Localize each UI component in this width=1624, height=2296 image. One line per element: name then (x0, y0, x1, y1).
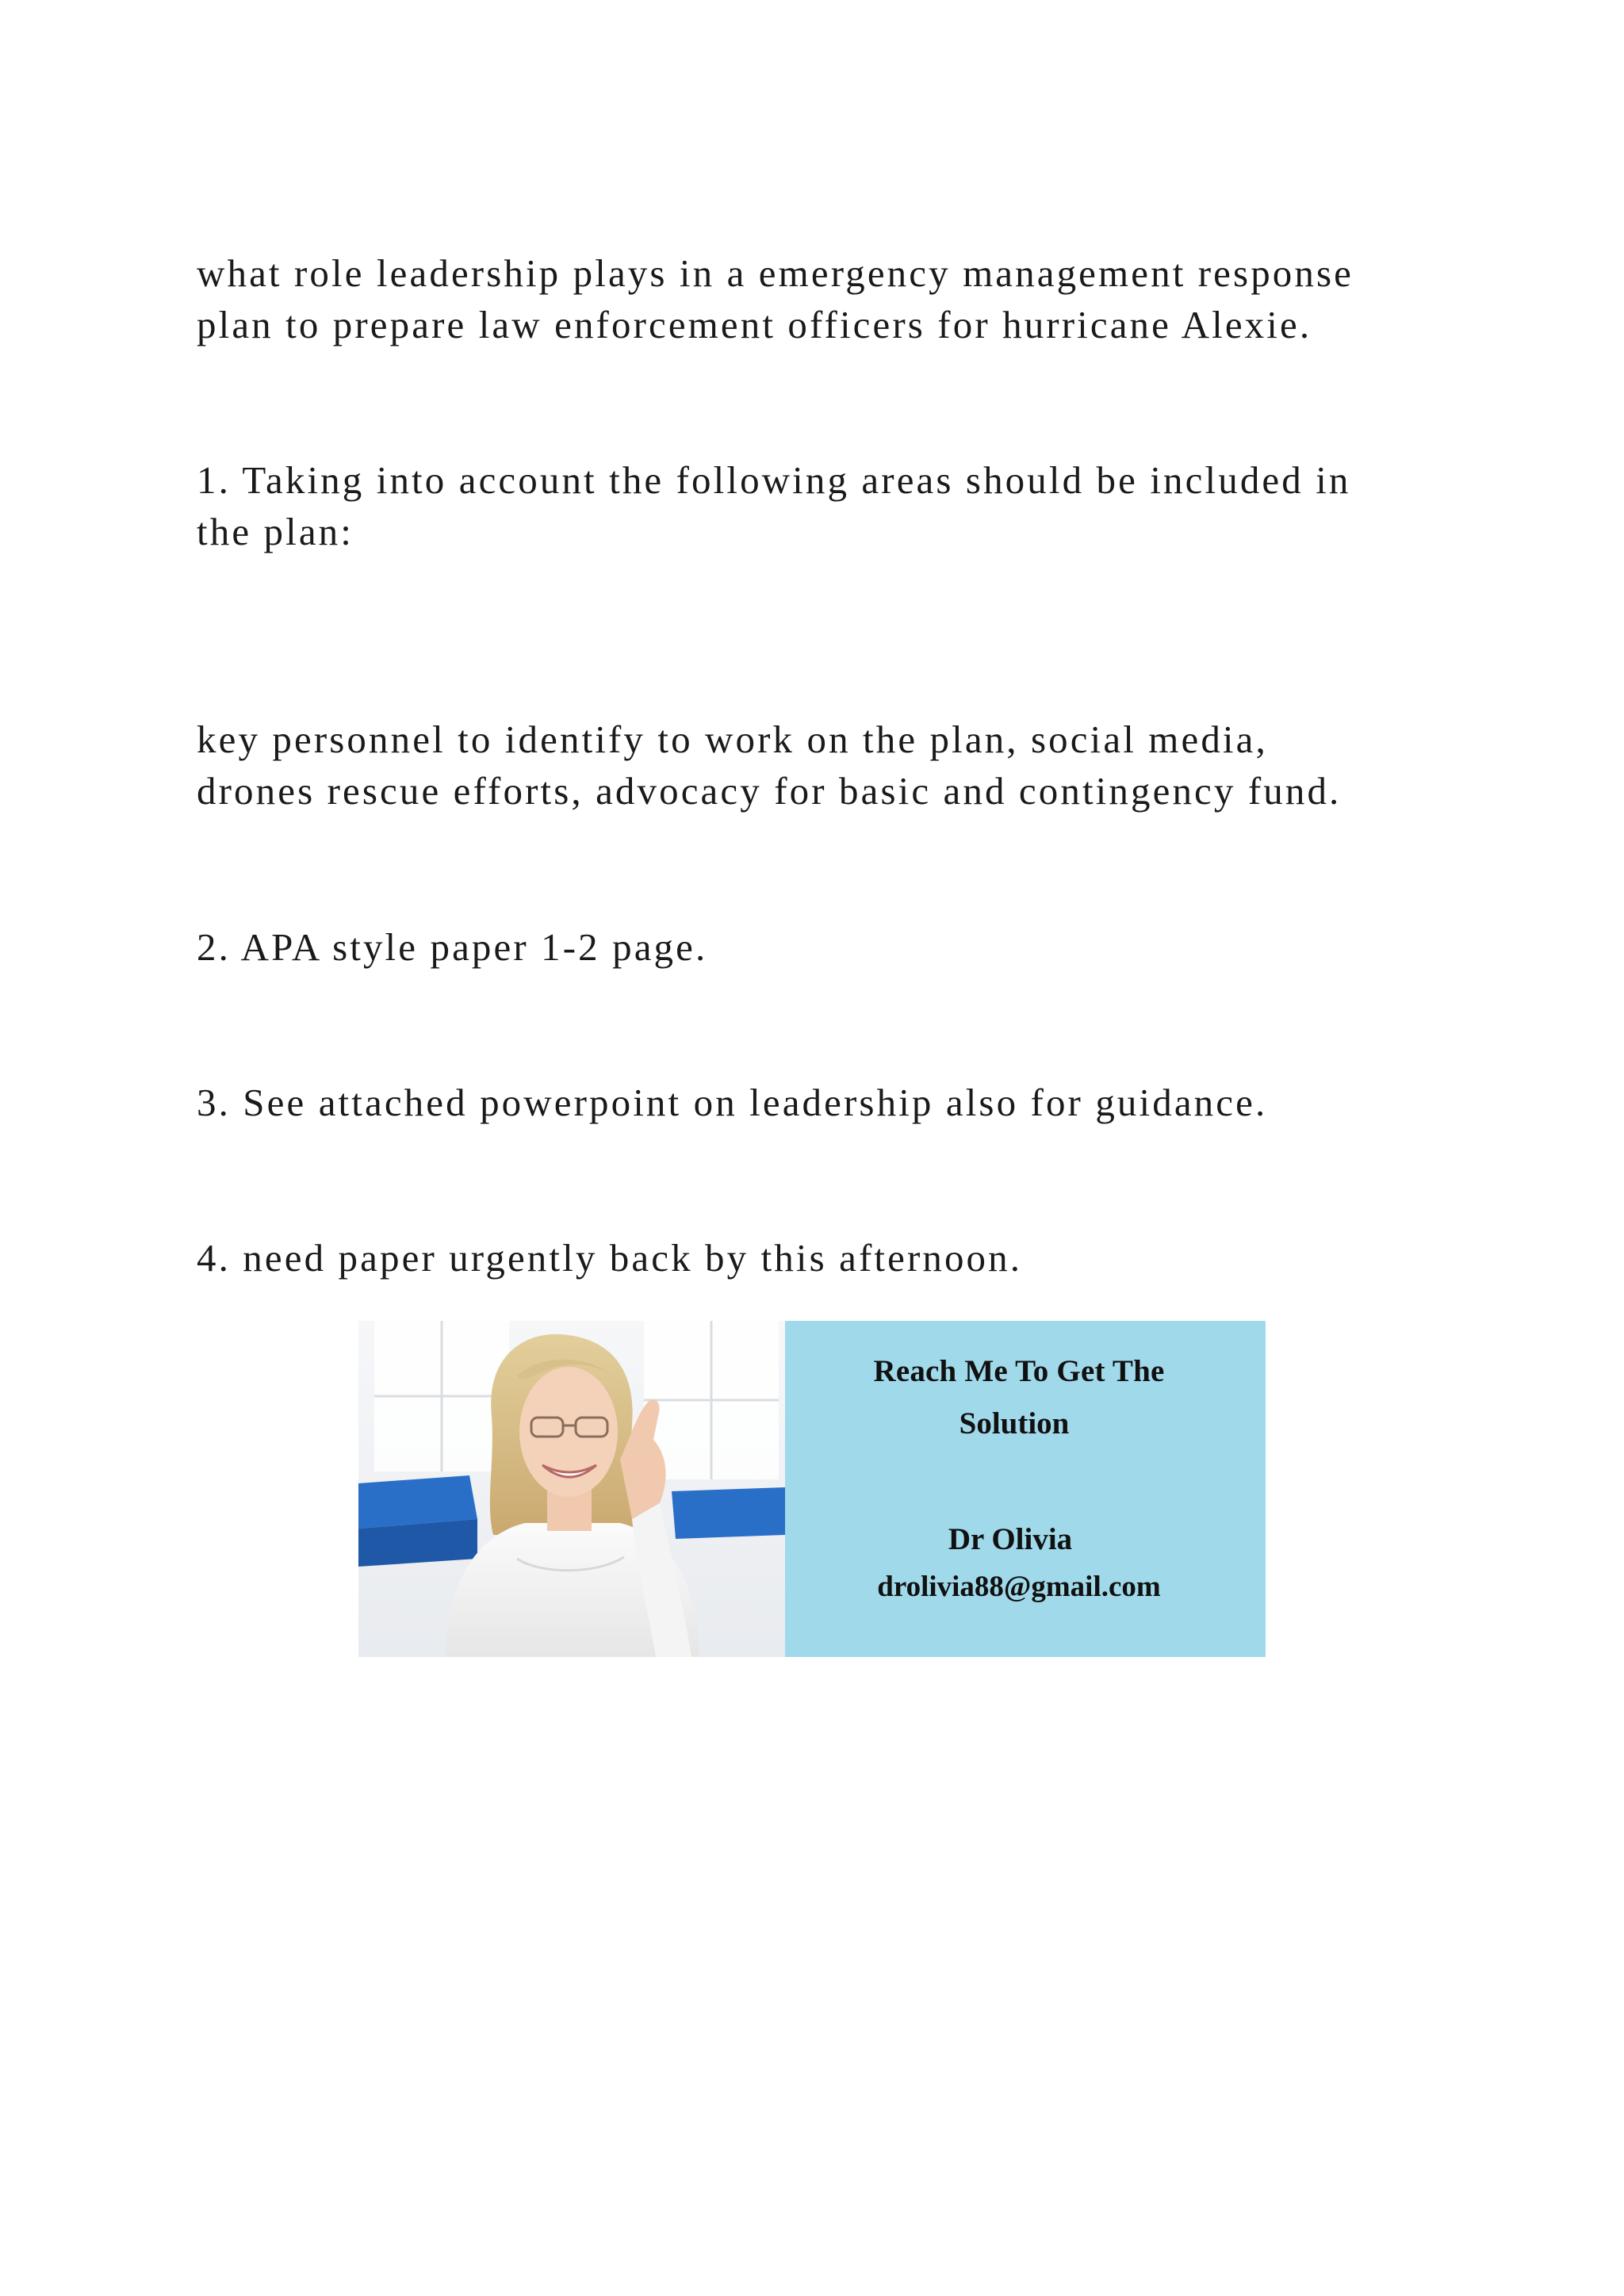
text-line: drones rescue efforts, advocacy for basic and contingency fund. (197, 769, 1342, 813)
banner-heading-line-2: Solution (959, 1406, 1070, 1441)
contact-banner-image (358, 1321, 1266, 1657)
contact-email: drolivia88@gmail.com (877, 1571, 1161, 1603)
text-line: 2. APA style paper 1-2 page. (197, 925, 708, 969)
text-line: 3. See attached powerpoint on leadership also for guidance. (197, 1081, 1268, 1124)
text-line: key personnel to identify to work on the plan, social media, (197, 718, 1268, 761)
paragraph-item-3 (197, 1077, 1434, 1128)
contact-name: Dr Olivia (948, 1522, 1073, 1556)
paragraph-item-4 (197, 1232, 1434, 1284)
portrait-illustration (358, 1321, 785, 1657)
banner-heading-line-1: Reach Me To Get The (873, 1354, 1165, 1388)
text-line: what role leadership plays in a emergency management response (197, 251, 1354, 295)
paragraph-item-2 (197, 921, 1434, 973)
paragraph-item-1 (197, 454, 1434, 557)
paragraph-intro (197, 247, 1434, 350)
text-line: 1. Taking into account the following areas should be included in (197, 458, 1351, 502)
woman-portrait-photo (358, 1321, 785, 1657)
text-line: plan to prepare law enforcement officers for hurricane Alexie. (197, 303, 1312, 346)
text-line: the plan: (197, 510, 354, 553)
text-line: 4. need paper urgently back by this afternoon. (197, 1236, 1023, 1280)
contact-card (785, 1321, 1266, 1657)
paragraph-areas (197, 714, 1434, 817)
